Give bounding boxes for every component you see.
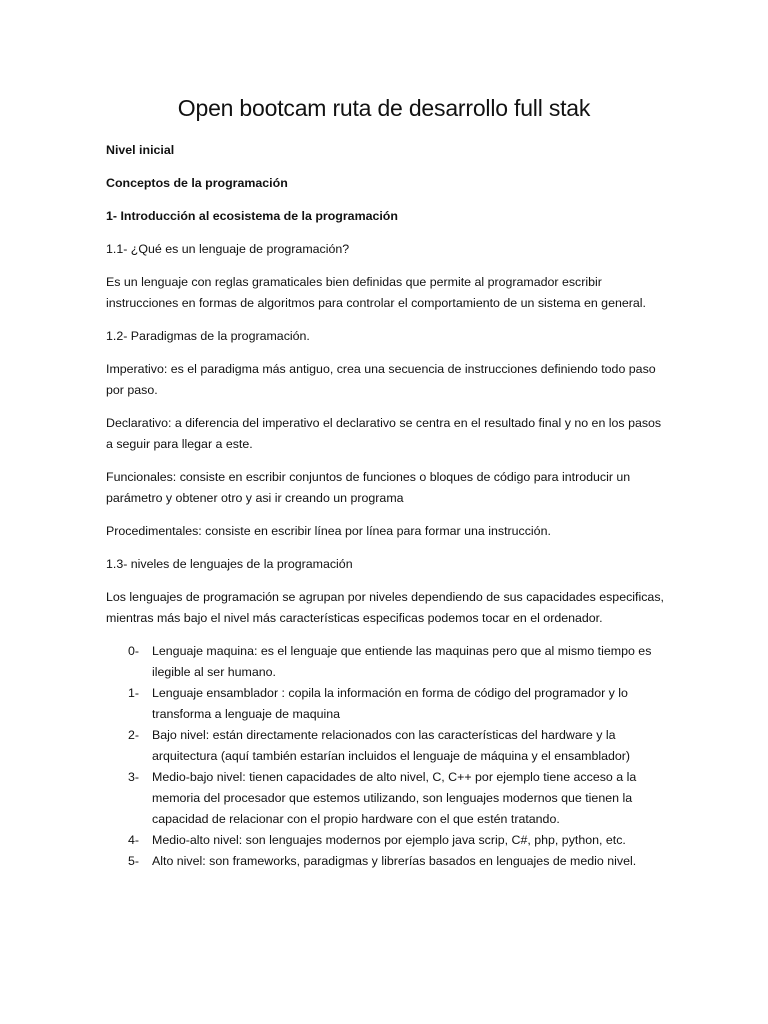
heading-conceptos: Conceptos de la programación xyxy=(106,176,288,190)
list-item xyxy=(106,725,666,767)
heading-q2: 1.2- Paradigmas de la programación. xyxy=(106,329,310,343)
list-item xyxy=(106,683,666,725)
list-item-number: 5- xyxy=(128,854,140,868)
list-item xyxy=(106,641,666,683)
paragraph-declarativo: Declarativo: a diferencia del imperativo el declarativo se centra en el resultado final y no en los pasos a seguir para llegar a este. xyxy=(106,416,662,451)
list-item-text: Lenguaje ensamblador : copila la información en forma de código del programador y lo transforma a lenguaje de maquina xyxy=(152,686,628,721)
list-item xyxy=(106,851,666,872)
paragraph-imperativo: Imperativo: es el paradigma más antiguo, crea una secuencia de instrucciones definiendo todo paso por paso. xyxy=(106,362,656,397)
list-item-text: Lenguaje maquina: es el lenguaje que entiende las maquinas pero que al mismo tiempo es ilegible al ser humano. xyxy=(152,644,652,679)
paragraph-definition: Es un lenguaje con reglas gramaticales bien definidas que permite al programador escribir instrucciones en formas de algoritmos para controlar el comportamiento de un sistema en general. xyxy=(106,275,646,310)
heading-intro: 1- Introducción al ecosistema de la programación xyxy=(106,209,398,223)
list-item-text: Alto nivel: son frameworks, paradigmas y librerías basados en lenguajes de medio nivel. xyxy=(152,854,637,868)
list-item-text: Medio-alto nivel: son lenguajes modernos por ejemplo java scrip, C#, php, python, etc. xyxy=(152,833,626,847)
paragraph-procedimentales: Procedimentales: consiste en escribir línea por línea para formar una instrucción. xyxy=(106,524,551,538)
document-title: Open bootcam ruta de desarrollo full stak xyxy=(177,95,591,121)
list-item-number: 3- xyxy=(128,770,140,784)
paragraph-niveles: Los lenguajes de programación se agrupan por niveles dependiendo de sus capacidades especificas, mientras más bajo el nivel más características especificas podemos tocar en el ordenador. xyxy=(106,590,664,625)
list-item-number: 1- xyxy=(128,686,140,700)
list-item xyxy=(106,830,666,851)
list-item-text: Medio-bajo nivel: tienen capacidades de alto nivel, C, C++ por ejemplo tiene acceso a la memoria del procesador que estemos utilizando, son lenguajes modernos que tienen la capacidad de relacionar con el propio hardware con el que estén tratando. xyxy=(152,770,637,826)
levels-list xyxy=(106,641,666,872)
paragraph-funcionales: Funcionales: consiste en escribir conjuntos de funciones o bloques de código para introducir un parámetro y obtener otro y asi ir creando un programa xyxy=(106,470,631,505)
heading-q1: 1.1- ¿Qué es un lenguaje de programación? xyxy=(106,242,350,256)
list-item xyxy=(106,767,666,830)
list-item-number: 2- xyxy=(128,728,140,742)
list-item-number: 4- xyxy=(128,833,140,847)
document-body xyxy=(106,140,666,872)
list-item-number: 0- xyxy=(128,644,140,658)
heading-nivel: Nivel inicial xyxy=(106,143,175,157)
list-item-text: Bajo nivel: están directamente relacionados con las características del hardware y la arquitectura (aquí también estarían incluidos el lenguaje de máquina y el ensamblador) xyxy=(152,728,631,763)
heading-q3: 1.3- niveles de lenguajes de la programación xyxy=(106,557,353,571)
